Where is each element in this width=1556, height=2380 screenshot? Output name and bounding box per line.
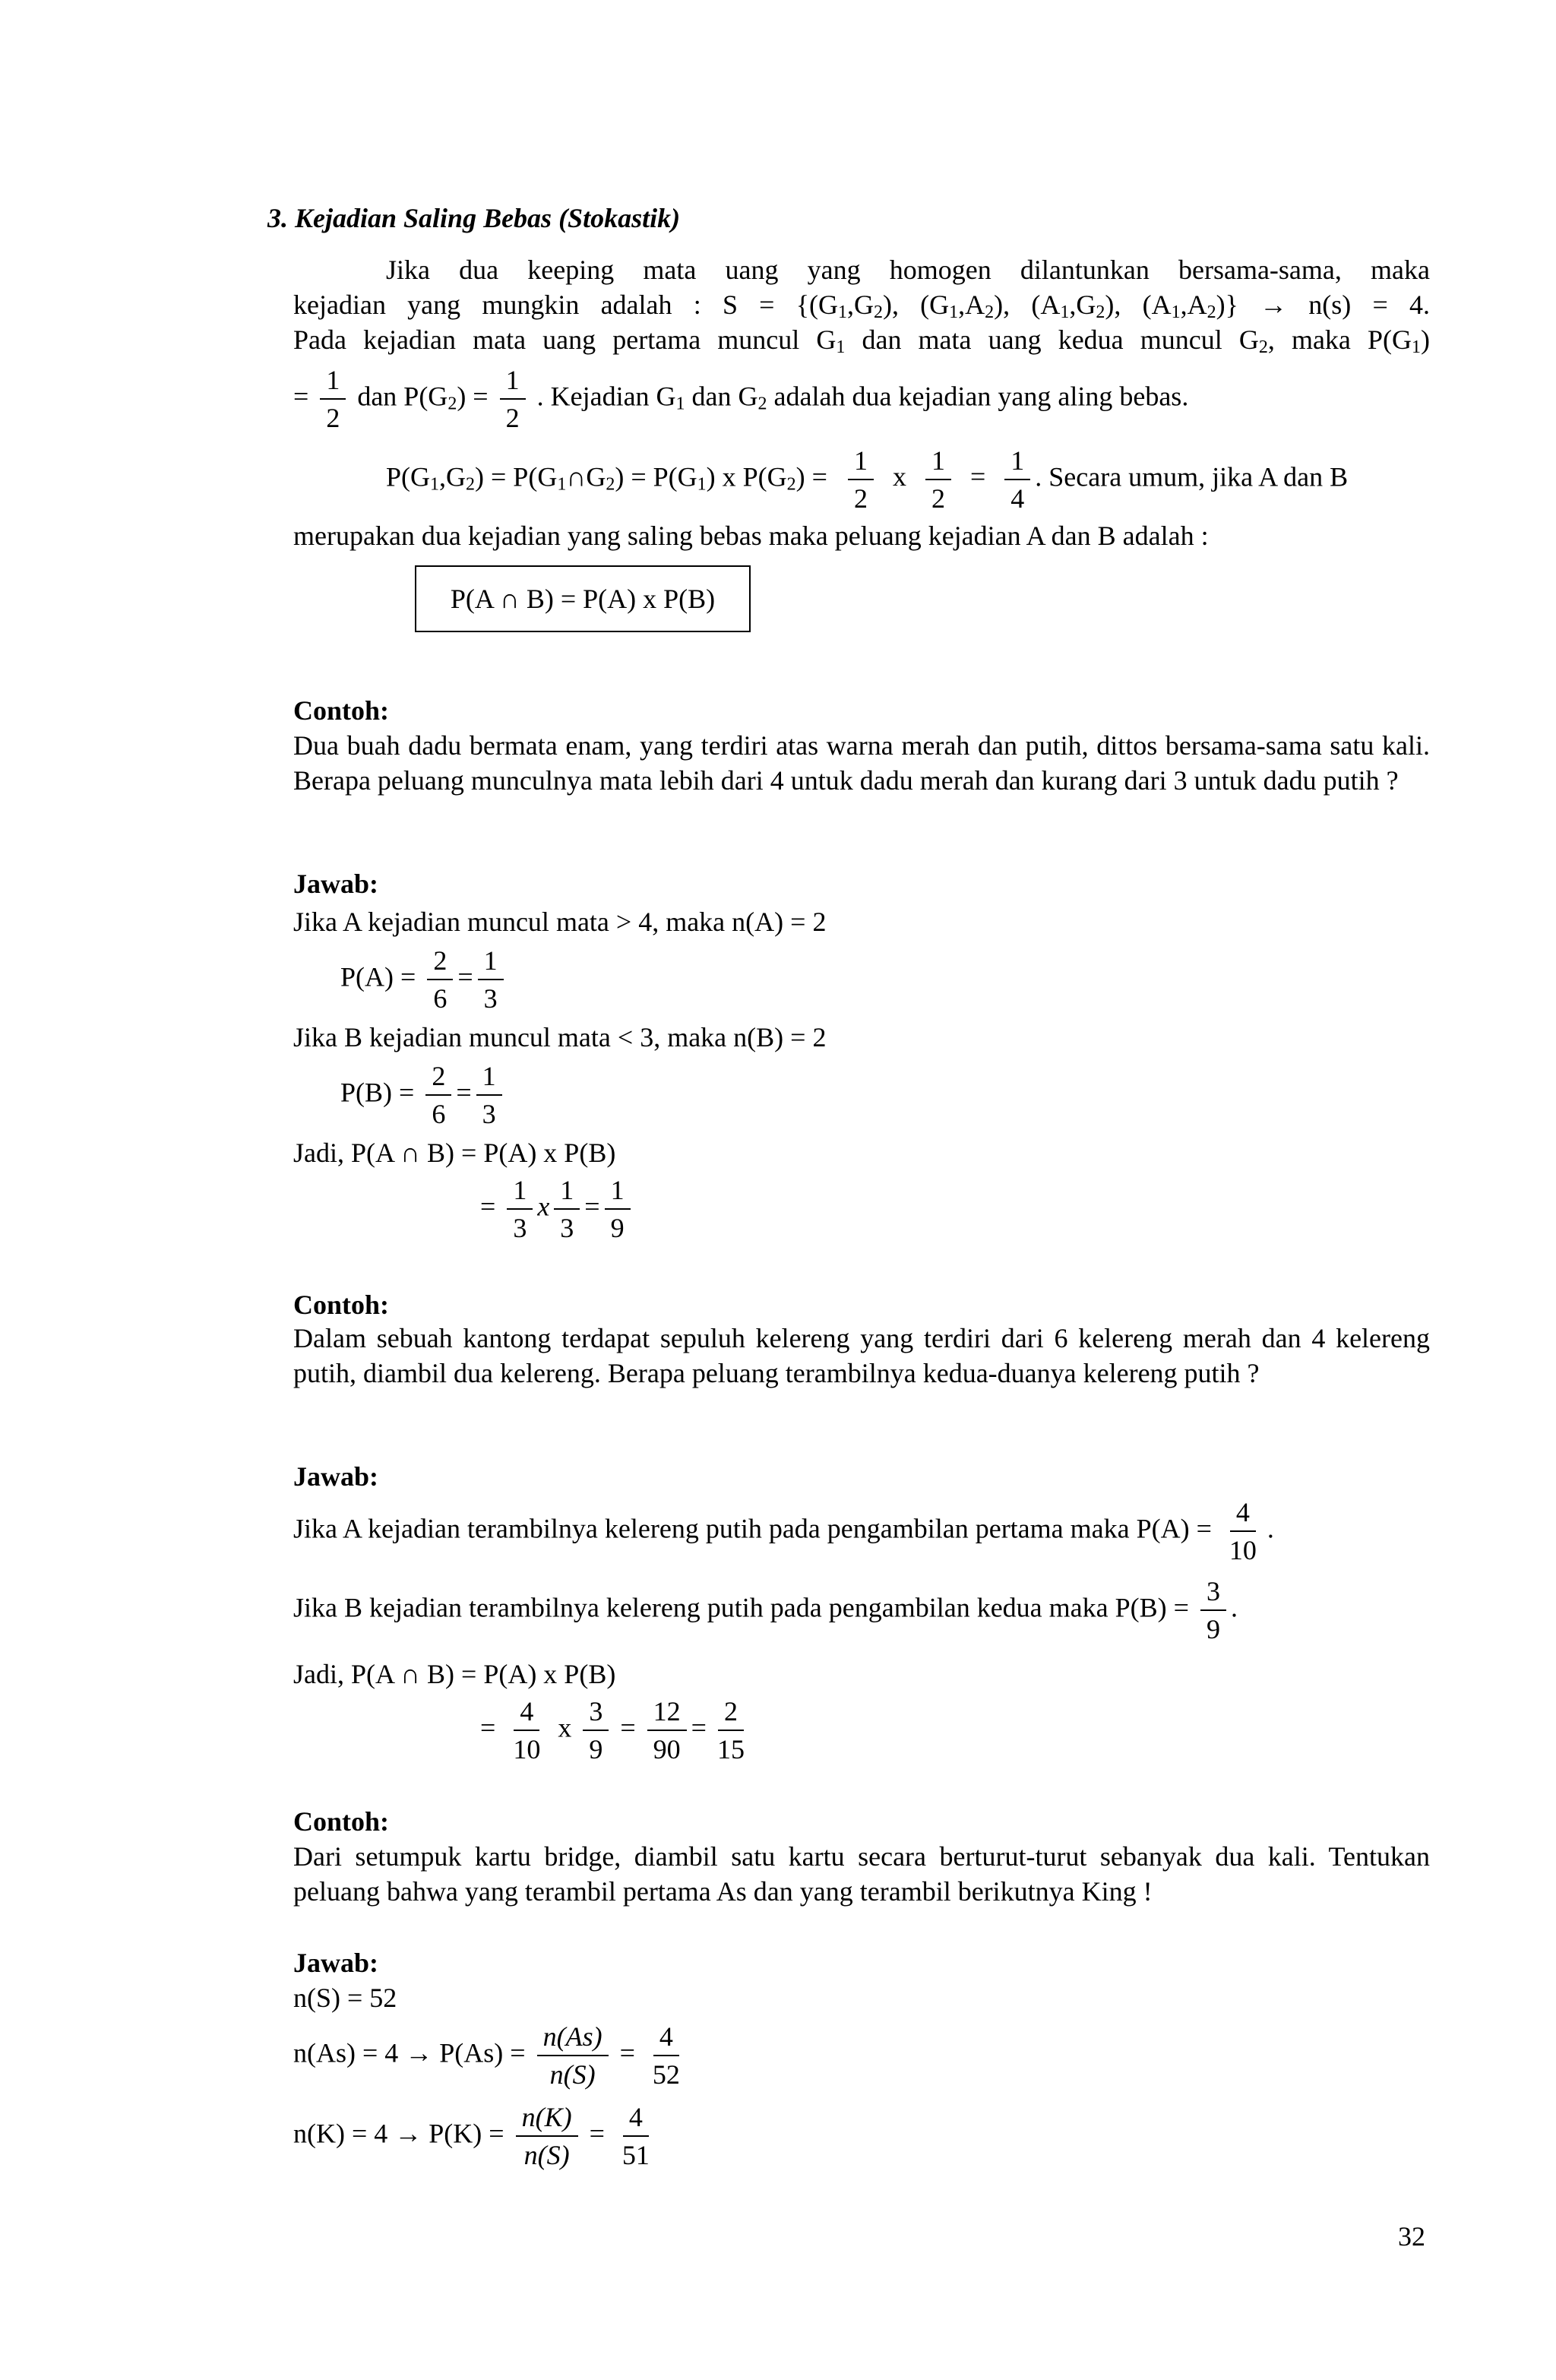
example-3-answer-label: Jawab: [293, 1948, 379, 1978]
formula-box: P(A ∩ B) = P(A) x P(B) [415, 565, 751, 632]
fraction: $\frac{4}{52}$ [652, 2021, 680, 2090]
example-2-answer-label: Jawab: [293, 1461, 379, 1492]
fraction-one-half: $\frac{1}{2}$ [500, 365, 526, 433]
example-3-label: Contoh: [293, 1806, 390, 1837]
example-2-text: Dalam sebuah kantong terdapat sepuluh kelereng yang terdiri dari 6 kelereng merah dan 4 kelereng putih, diambil dua kelereng. Berapa peluang terambilnya kedua-duanya kelereng putih ? [293, 1323, 1430, 1388]
page-number: 32 [1398, 2221, 1425, 2252]
example-3-k-line: n(K) = 4 → P(K) = $\frac{n(K)}{n(S)}$ = $\frac{4}{51}$ [293, 2102, 660, 2170]
example-3-as-line: n(As) = 4 → P(As) = $\frac{n(As)}{n(S)}$ = $\frac{4}{52}$ [293, 2021, 691, 2090]
example-2-a-line: Jika A kejadian terambilnya kelereng putih pada pengambilan pertama maka P(A) = $\frac{4}{10}$ . [293, 1497, 1274, 1565]
example-1-label: Contoh: [293, 695, 390, 726]
fraction: $\frac{n(As)}{n(S)}$ [537, 2021, 609, 2090]
example-1-pb: P(B) = $\frac{2}{6}$ = $\frac{1}{3}$ [340, 1061, 507, 1129]
example-1-a-line: Jika A kejadian muncul mata > 4, maka n(A) = 2 [293, 907, 827, 937]
fraction: $\frac{3}{9}$ [583, 1696, 609, 1764]
fraction-one-half: $\frac{1}{2}$ [848, 445, 874, 514]
fraction-one-half: $\frac{1}{2}$ [320, 365, 346, 433]
fraction: $\frac{4}{51}$ [621, 2102, 650, 2170]
fraction: $\frac{n(K)}{n(S)}$ [516, 2102, 578, 2170]
fraction: $\frac{12}{90}$ [647, 1696, 687, 1764]
example-1-answer-label: Jawab: [293, 869, 379, 899]
example-1-result: = $\frac{1}{3}$ x $\frac{1}{3}$ = $\frac{1}{9}$ [480, 1175, 635, 1243]
example-1-text: Dua buah dadu bermata enam, yang terdiri atas warna merah dan putih, dittos bersama-sama satu kali. Berapa peluang munculnya mata lebih dari 4 untuk dadu merah dan kurang dari 3 untuk dadu putih ? [293, 730, 1430, 796]
example-2-jadi: Jadi, P(A ∩ B) = P(A) x P(B) [293, 1659, 616, 1689]
product-line-2: merupakan dua kejadian yang saling bebas maka peluang kejadian A dan B adalah : [293, 521, 1209, 551]
fraction: $\frac{4}{10}$ [1229, 1497, 1257, 1565]
intro-line-2: kejadian yang mungkin adalah : $S = \{(G_1,G_2)$, $(G_1,A_2)$, $(A_1,G_2)$, $(A_1,A_2)\} \to n(s) = 4$. [293, 290, 1431, 322]
fraction: $\frac{1}{3}$ [507, 1175, 533, 1243]
fraction: $\frac{1}{3}$ [476, 1061, 502, 1129]
fraction: $\frac{3}{9}$ [1200, 1576, 1226, 1644]
fraction: $\frac{1}{3}$ [478, 945, 504, 1014]
example-2-label: Contoh: [293, 1290, 390, 1320]
example-1-jadi: Jadi, P(A ∩ B) = P(A) x P(B) [293, 1138, 616, 1168]
fraction: $\frac{1}{3}$ [554, 1175, 580, 1243]
intro-line-4: = $\frac{1}{2}$ dan $P(G_2)$ = $\frac{1}{2}$ . Kejadian $G_1$ dan $G_2$ adalah dua kejadian yang aling bebas. [293, 365, 1189, 433]
example-3-text: Dari setumpuk kartu bridge, diambil satu kartu secara berturut-turut sebanyak dua kali. Tentukan peluang bahwa yang terambil pertama As dan yang terambil berikutnya King ! [293, 1841, 1430, 1907]
product-line: $P(G_1,G_2)$ = $P(G_1\cap G_2) = P(G_1)$ x $P(G_2)$ = $\frac{1}{2}$ x $\frac{1}{2}$ = $\frac{1}{4}$ . Secara umum, jika A dan B [386, 445, 1349, 514]
example-3-ns: n(S) = 52 [293, 1983, 397, 2013]
intro-line-1: Jika dua keeping mata uang yang homogen dilantunkan bersama-sama, maka [386, 255, 1430, 285]
fraction: $\frac{4}{10}$ [513, 1696, 541, 1764]
example-2-result: = $\frac{4}{10}$ x $\frac{3}{9}$ = $\frac{12}{90}$ = $\frac{2}{15}$ [480, 1696, 755, 1764]
fraction: $\frac{2}{6}$ [427, 945, 453, 1014]
example-2-b-line: Jika B kejadian terambilnya kelereng putih pada pengambilan kedua maka P(B) = $\frac{3}{9}$ . [293, 1576, 1238, 1644]
fraction: $\frac{1}{9}$ [605, 1175, 631, 1243]
fraction-one-quarter: $\frac{1}{4}$ [1004, 445, 1030, 514]
intro-line-3: Pada kejadian mata uang pertama muncul $G_1$ dan mata uang kedua muncul $G_2$, maka $P(G_1)$ [293, 324, 1431, 357]
example-1-pa: P(A) = $\frac{2}{6}$ = $\frac{1}{3}$ [340, 945, 508, 1014]
fraction: $\frac{2}{6}$ [425, 1061, 451, 1129]
example-1-b-line: Jika B kejadian muncul mata < 3, maka n(B) = 2 [293, 1022, 827, 1052]
fraction: $\frac{2}{15}$ [716, 1696, 745, 1764]
section-heading: 3. Kejadian Saling Bebas (Stokastik) [267, 203, 681, 233]
fraction-one-half: $\frac{1}{2}$ [925, 445, 951, 514]
